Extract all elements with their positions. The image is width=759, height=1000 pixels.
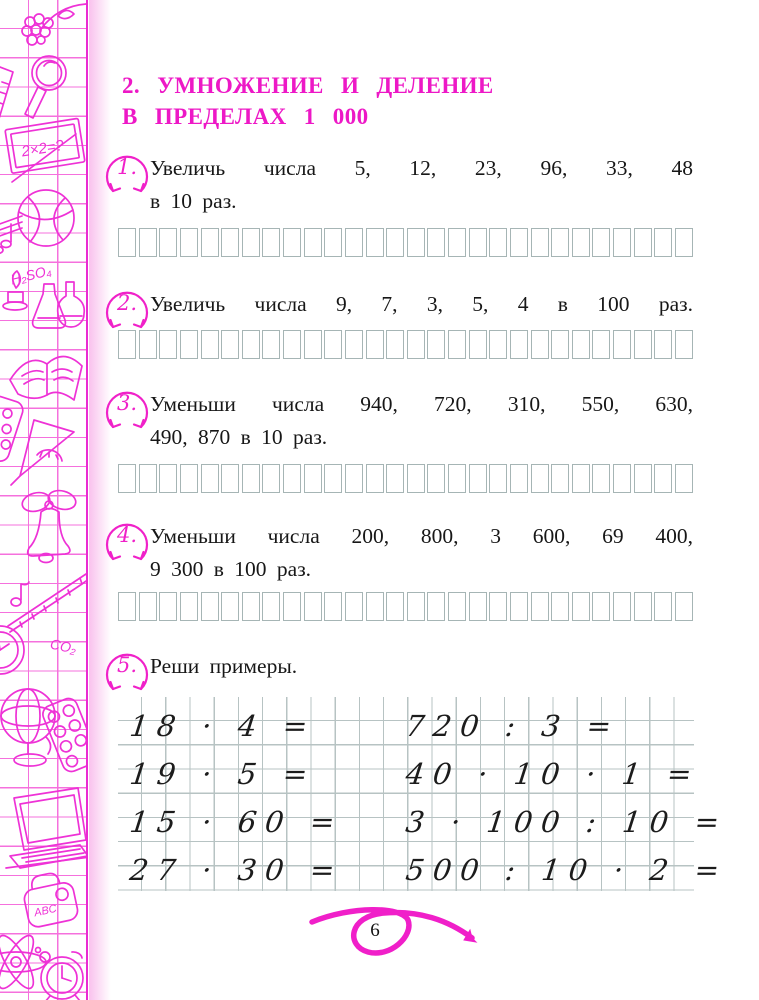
decorative-border-strip [0,0,88,1000]
answer-cell [551,464,569,493]
answer-grid-2 [118,330,693,359]
answer-cell [675,464,693,493]
co2-label: CO₂ [48,635,78,657]
answer-cell [510,592,528,621]
guitar-icon [8,574,88,632]
exercise-number: 5. [116,653,138,677]
laptop-icon [6,788,88,868]
answer-cell [469,592,487,621]
answer-cell [345,464,363,493]
exercise-5 [118,650,693,683]
answer-cell [118,228,136,257]
answer-cell [366,592,384,621]
exercise-4 [118,520,693,586]
exercise-3 [118,388,693,454]
answer-cell [489,228,507,257]
answer-cell [613,330,631,359]
answer-cell [242,592,260,621]
answer-cell [366,228,384,257]
answer-cell [572,330,590,359]
exercise-1-number-circle [101,146,153,202]
answer-cell [386,592,404,621]
exercise-line: Уменьши числа 200, 800, 3 600, 69 400, [150,524,693,548]
answer-cell [180,592,198,621]
exercise-line: 490, 870 в 10 раз. [150,425,328,449]
answer-cell [592,592,610,621]
answer-cell [572,592,590,621]
answer-cell [654,228,672,257]
exercise-2-text [150,288,693,321]
answer-grid-4 [118,592,693,621]
answer-cell [242,464,260,493]
exercise-line: Уменьши числа 940, 720, 310, 550, 630, [150,392,693,416]
answer-cell [118,592,136,621]
page-footer [296,898,516,970]
exercise-line: в 10 раз. [150,189,237,213]
answer-cell [221,464,239,493]
basketball-icon [18,190,74,246]
exercise-5-text [150,650,693,683]
exercise-5-number-circle [101,644,153,700]
answer-cell [551,228,569,257]
answer-cell [531,592,549,621]
answer-cell [345,330,363,359]
answer-cell [139,228,157,257]
answer-cell [262,330,280,359]
answer-cell [139,330,157,359]
answer-cell [634,464,652,493]
math-problem: 40 · 10 · 1 = [403,757,703,791]
answer-cell [283,228,301,257]
exercise-number: 1. [116,155,138,179]
answer-cell [159,330,177,359]
answer-cell [448,592,466,621]
answer-cell [510,464,528,493]
atom-icon [0,931,46,993]
school-bag-icon [20,869,79,928]
answer-cell [139,592,157,621]
answer-cell [366,330,384,359]
answer-cell [531,464,549,493]
answer-cell [304,228,322,257]
answer-cell [283,464,301,493]
exercise-line: Увеличь числа 9, 7, 3, 5, 4 в 100 раз. [150,292,693,316]
answer-cell [675,228,693,257]
exercise-4-number-circle [101,514,153,570]
answer-cell [427,330,445,359]
magnifying-glass-icon [25,56,66,118]
exercise-1-text [150,152,693,218]
answer-grid-3 [118,464,693,493]
answer-cell [159,464,177,493]
answer-cell [304,330,322,359]
h2so4-label: H₂SO₄ [8,262,53,288]
page-title-line2: В ПРЕДЕЛАХ 1 000 [122,104,369,129]
answer-cell [510,330,528,359]
svg-text:ABC: ABC [33,902,58,920]
answer-cell [180,464,198,493]
grapes-icon [22,4,86,45]
answer-cell [654,464,672,493]
answer-cell [242,330,260,359]
answer-cell [531,228,549,257]
answer-cell [572,228,590,257]
answer-cell [634,592,652,621]
answer-cell [489,330,507,359]
answer-cell [448,464,466,493]
exercise-number: 4. [116,523,138,547]
chemistry-flasks-icon [33,282,85,328]
answer-cell [531,330,549,359]
answer-cell [324,592,342,621]
bell-icon [20,488,78,563]
ruler-icon [0,64,13,122]
wall-clock-icon [0,626,24,674]
answer-cell [675,592,693,621]
answer-cell [654,592,672,621]
answer-cell [634,330,652,359]
answer-cell [592,464,610,493]
answer-cell [572,464,590,493]
answer-cell [283,330,301,359]
open-book-icon [10,356,82,400]
exercise-4-text [150,520,693,586]
math-problem: 19 · 5 = [127,757,319,791]
exercise-3-number-circle [101,382,153,438]
answer-cell [324,330,342,359]
answer-cell [551,592,569,621]
answer-cell [407,330,425,359]
paint-palette-icon [0,394,25,463]
exercise-number: 3. [116,391,138,415]
answer-cell [427,592,445,621]
math-problem: 18 · 4 = [127,709,319,743]
answer-cell [180,330,198,359]
exercise-2 [118,288,693,321]
loop-arrow-icon [296,898,516,970]
answer-cell [634,228,652,257]
answer-cell [139,464,157,493]
answer-cell [427,464,445,493]
page-number: 6 [370,920,380,941]
answer-cell [221,228,239,257]
answer-cell [304,464,322,493]
answer-cell [324,464,342,493]
answer-cell [407,592,425,621]
math-problem: 15 · 60 = [127,805,346,839]
answer-cell [613,464,631,493]
exercise-line: Увеличь числа 5, 12, 23, 96, 33, 48 [150,156,693,180]
answer-cell [201,330,219,359]
answer-cell [262,464,280,493]
answer-cell [592,330,610,359]
answer-cell [407,464,425,493]
answer-cell [386,330,404,359]
page-title-line1: 2. УМНОЖЕНИЕ И ДЕЛЕНИЕ [122,73,494,98]
answer-cell [201,464,219,493]
answer-cell [510,228,528,257]
svg-text:2×2=?: 2×2=? [20,137,66,161]
exercise-line: Реши примеры. [150,654,298,678]
answer-cell [613,592,631,621]
answer-cell [345,592,363,621]
answer-cell [654,330,672,359]
answer-cell [592,228,610,257]
answer-cell [469,464,487,493]
answer-cell [262,228,280,257]
answer-cell [448,228,466,257]
exercise-number: 2. [116,291,138,315]
answer-cell [407,228,425,257]
answer-cell [262,592,280,621]
answer-cell [386,464,404,493]
answer-cell [159,228,177,257]
answer-cell [201,228,219,257]
answer-cell [242,228,260,257]
answer-cell [324,228,342,257]
math-problem: 27 · 30 = [127,853,346,887]
math-problem: 500 : 10 · 2 = [403,853,730,887]
answer-cell [221,330,239,359]
answer-cell [489,464,507,493]
answer-cell [345,228,363,257]
answer-cell [675,330,693,359]
answer-cell [159,592,177,621]
answer-cell [180,228,198,257]
answer-grid-1 [118,228,693,257]
exercise-3-text [150,388,693,454]
exercise-1 [118,152,693,218]
answer-cell [613,228,631,257]
answer-cell [221,592,239,621]
chalkboard-2x2-icon [5,118,85,173]
answer-cell [283,592,301,621]
answer-cell [551,330,569,359]
math-problem: 720 : 3 = [403,709,622,743]
alarm-clock-icon [40,952,83,1000]
exercise-line: 9 300 в 100 раз. [150,557,312,581]
protractor-icon [11,420,74,485]
answer-cell [366,464,384,493]
answer-cell [118,464,136,493]
page-title [122,70,702,132]
answer-cell [386,228,404,257]
answer-cell [469,330,487,359]
answer-cell [201,592,219,621]
worksheet-grid [118,697,730,891]
answer-cell [489,592,507,621]
answer-cell [304,592,322,621]
answer-cell [448,330,466,359]
answer-cell [118,330,136,359]
answer-cell [427,228,445,257]
answer-cell [469,228,487,257]
math-problem: 3 · 100 : 10 = [403,805,730,839]
